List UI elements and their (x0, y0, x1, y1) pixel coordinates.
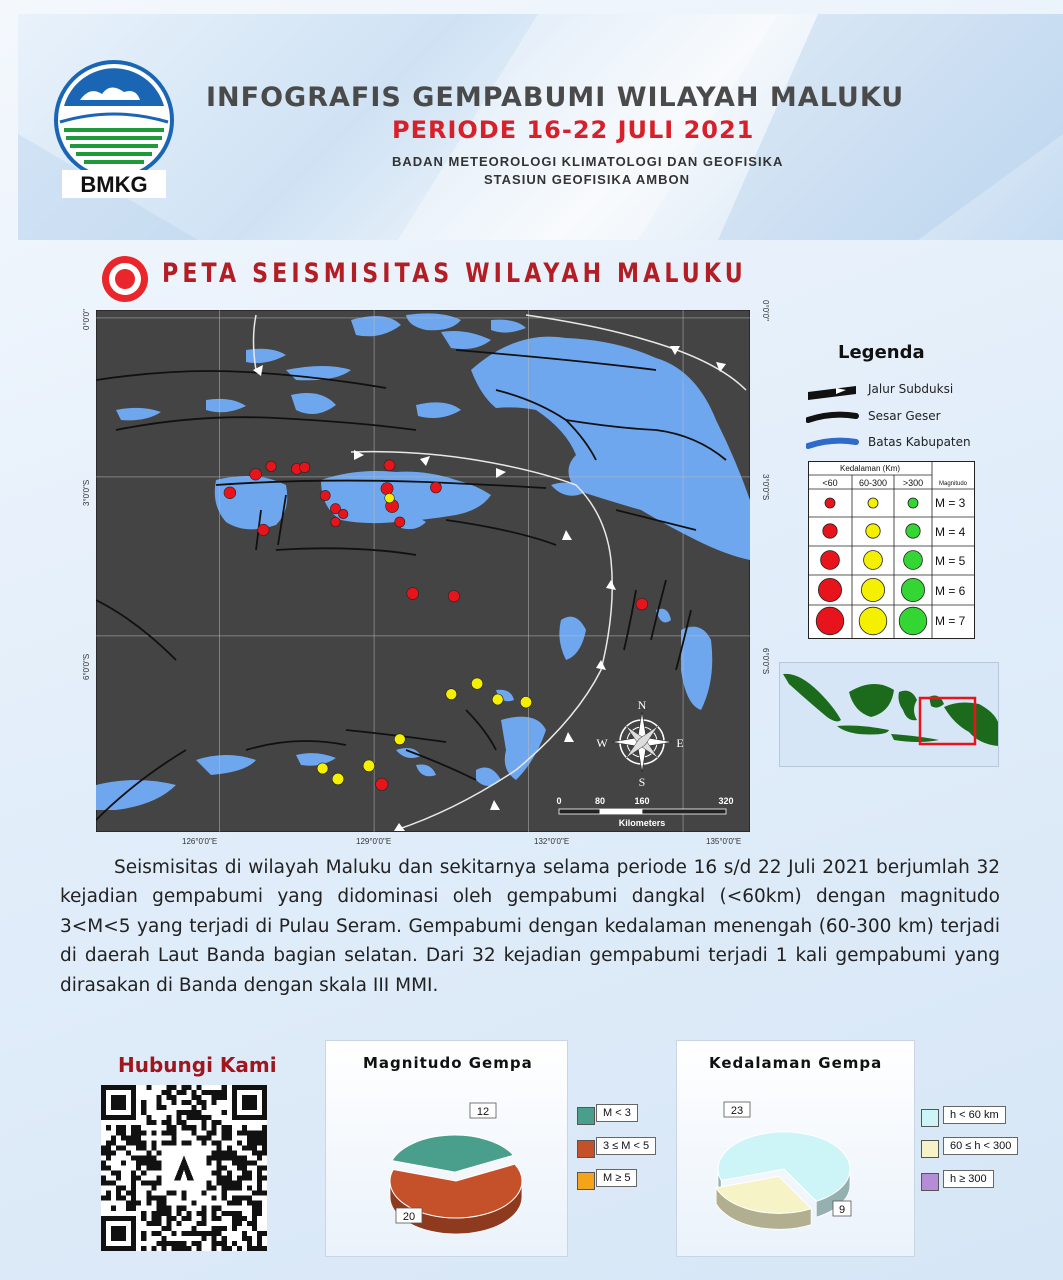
depth-pie-data-label-1: 9 (838, 1204, 846, 1216)
depth-magnitude-legend (808, 461, 975, 639)
earthquake-event-intermediate-27 (363, 760, 375, 772)
compass-n: N (637, 698, 647, 712)
legend-depth-intermediate: 60-300 (858, 478, 888, 488)
scale-tick-80: 80 (594, 796, 606, 806)
earthquake-event-shallow-18 (376, 778, 388, 790)
legend-m7: M = 7 (935, 614, 966, 628)
earthquake-event-shallow-16 (448, 591, 459, 602)
legend-label-h-ge-300: h ≥ 300 (943, 1170, 994, 1188)
legend-line-icons (806, 382, 860, 454)
legend-circle-intermediate-m4 (866, 524, 880, 538)
scale-unit: Kilometers (618, 818, 666, 828)
earthquake-event-shallow-4 (224, 487, 236, 499)
legend-fault-label: Sesar Geser (868, 409, 941, 423)
seismicity-summary: Seismisitas di wilayah Maluku dan sekitarnya selama periode 16 s/d 22 Juli 2021 berjumlah 32 kejadian gempabumi yang didominasi oleh gempabumi dangkal (<60km) dengan magnitudo 3<M<5 yang terjadi di Pulau Seram. Gempabumi dengan kedalaman menengah (60-300 km) terjadi di daerah Laut Banda bagian selatan. Dari 32 kejadian gempabumi terjadi 1 kali gempabumi yang dirasakan di Banda dengan skala III MMI. (60, 857, 1000, 996)
earthquake-event-shallow-17 (636, 598, 648, 610)
legend-circle-shallow-m7 (816, 607, 844, 635)
scale-tick-320: 320 (718, 796, 734, 806)
legend-swatch-h-60-300 (921, 1140, 939, 1158)
earthquake-event-shallow-9 (331, 517, 341, 527)
earthquake-event-shallow-8 (338, 509, 348, 519)
scale-tick-160: 160 (634, 796, 650, 806)
earthquake-event-shallow-14 (430, 482, 441, 493)
legend-circle-deep-m7 (899, 607, 927, 635)
legend-circle-deep-m4 (906, 524, 920, 538)
compass-s: S (638, 775, 646, 789)
earthquake-event-intermediate-20 (471, 678, 482, 689)
legend-circle-shallow-m3 (825, 498, 835, 508)
earthquake-event-intermediate-19 (385, 493, 395, 503)
earthquake-event-intermediate-25 (317, 763, 328, 774)
legend-depth-deep: >300 (902, 478, 924, 488)
legend-label-m-lt-3: M < 3 (596, 1104, 638, 1122)
earthquake-event-intermediate-23 (520, 697, 531, 708)
legend-magnitude-header: Magnitudo (938, 481, 968, 487)
magnitude-chart-title: Magnitudo Gempa (363, 1054, 533, 1072)
legend-circle-deep-m5 (904, 551, 923, 570)
earthquake-event-shallow-13 (395, 517, 405, 527)
earthquake-event-shallow-10 (384, 460, 395, 471)
qr-code-icon (101, 1085, 267, 1251)
depth-chart-panel (676, 1040, 1012, 1257)
depth-pie-chart (677, 1041, 914, 1256)
earthquake-event-intermediate-26 (332, 773, 344, 785)
earthquake-event-intermediate-22 (492, 694, 503, 705)
lon-label-126: 126°0'0"E (182, 837, 218, 846)
legend-label-h-60-300: 60 ≤ h < 300 (943, 1137, 1018, 1155)
legend-depth-shallow: <60 (822, 478, 838, 488)
fault-line-icon (808, 415, 856, 420)
legend-circle-shallow-m6 (818, 578, 841, 601)
legend-circle-deep-m3 (908, 498, 918, 508)
earthquake-event-intermediate-21 (446, 689, 457, 700)
legend-grid (808, 461, 975, 639)
bmkg-logo (52, 58, 176, 200)
seismicity-map (96, 310, 750, 832)
scale-tick-0: 0 (556, 796, 562, 806)
magnitude-pie-slice-0 (392, 1135, 514, 1172)
legend-swatch-h-lt-60 (921, 1109, 939, 1127)
legend-depth-header: Kedalaman (Km) (839, 464, 901, 473)
earthquake-event-shallow-11 (381, 483, 393, 495)
legend-circle-intermediate-m6 (861, 578, 884, 601)
earthquake-event-intermediate-24 (394, 734, 405, 745)
compass-w: W (596, 736, 608, 750)
legend-m6: M = 6 (935, 584, 966, 598)
contact-title: Hubungi Kami (118, 1053, 277, 1077)
lon-label-129: 129°0'0"E (356, 837, 392, 846)
magnitude-pie-chart (326, 1041, 567, 1256)
magnitude-chart-panel (325, 1040, 650, 1257)
agency-name: BADAN METEOROLOGI KLIMATOLOGI DAN GEOFISIKA (392, 154, 784, 169)
depth-chart-title: Kedalaman Gempa (709, 1054, 883, 1072)
compass-e: E (676, 736, 684, 750)
earthquake-event-shallow-3 (299, 462, 309, 472)
legend-swatch-h-ge-300 (921, 1173, 939, 1191)
legend-title: Legenda (838, 342, 925, 363)
lat-label-left-0: 0°0'0" (82, 309, 91, 330)
legend-circle-deep-m6 (901, 578, 924, 601)
infographic-title: INFOGRAFIS GEMPABUMI WILAYAH MALUKU (206, 82, 905, 113)
earthquake-event-shallow-6 (320, 490, 330, 500)
lat-label-right-6s: 6°0'0"S (761, 648, 770, 675)
earthquake-event-shallow-1 (250, 469, 262, 481)
lat-label-left-6s: 6°0'0"S (82, 653, 91, 680)
period-title: PERIODE 16-22 JULI 2021 (392, 116, 755, 144)
target-icon (100, 254, 150, 304)
logo-text: BMKG (80, 172, 148, 197)
legend-swatch-m-ge-5 (577, 1172, 595, 1190)
lat-label-right-3s: 3°0'0"S (761, 474, 770, 501)
legend-label-m-ge-5: M ≥ 5 (596, 1169, 637, 1187)
contact-qr-code[interactable] (101, 1085, 267, 1251)
legend-m3: M = 3 (935, 496, 966, 510)
section-title: PETA SEISMISITAS WILAYAH MALUKU (162, 258, 747, 289)
lat-label-right-0: 0°0'0" (761, 300, 770, 321)
lon-label-135: 135°0'0"E (706, 837, 742, 846)
station-name: STASIUN GEOFISIKA AMBON (484, 172, 690, 187)
legend-swatch-m-lt-3 (577, 1107, 595, 1125)
lon-label-132: 132°0'0"E (534, 837, 570, 846)
legend-boundary-label: Batas Kabupaten (868, 435, 971, 449)
legend-circle-intermediate-m3 (868, 498, 878, 508)
district-boundary-icon (808, 441, 856, 446)
depth-pie-data-label-0: 23 (730, 1105, 744, 1117)
legend-circle-intermediate-m7 (859, 607, 887, 635)
earthquake-event-shallow-0 (266, 461, 276, 471)
legend-circle-intermediate-m5 (864, 551, 883, 570)
legend-circle-shallow-m5 (821, 551, 840, 570)
legend-label-h-lt-60: h < 60 km (943, 1106, 1006, 1124)
map-canvas (96, 310, 750, 832)
earthquake-event-shallow-5 (258, 524, 269, 535)
legend-m4: M = 4 (935, 525, 966, 539)
magnitude-pie-data-label-1: 20 (402, 1211, 416, 1223)
legend-subduction-label: Jalur Subduksi (868, 382, 954, 396)
magnitude-pie-data-label-0: 12 (476, 1106, 490, 1118)
lat-label-left-3s: 3°0'0"S (82, 479, 91, 506)
indonesia-inset-map (779, 662, 999, 767)
subduction-line-icon (808, 386, 856, 400)
earthquake-event-shallow-15 (407, 588, 419, 600)
legend-m5: M = 5 (935, 554, 966, 568)
legend-label-m-3-5: 3 ≤ M < 5 (596, 1137, 656, 1155)
legend-swatch-m-3-5 (577, 1140, 595, 1158)
legend-circle-shallow-m4 (823, 524, 837, 538)
